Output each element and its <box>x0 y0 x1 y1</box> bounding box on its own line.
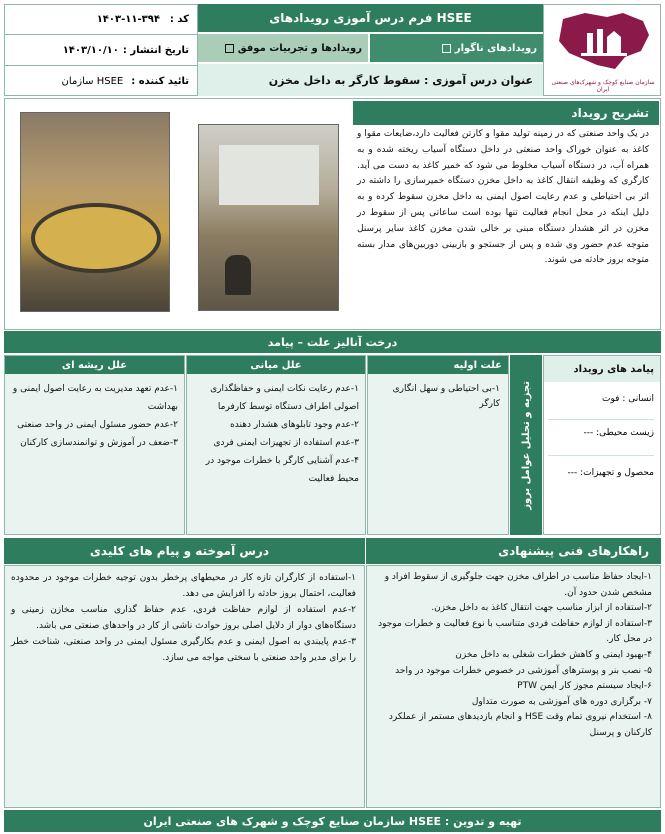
logo-box <box>543 4 661 96</box>
publish-row <box>5 35 197 66</box>
lesson-title: عنوان درس آموزی : سقوط کارگر به داخل مخزن <box>198 64 543 96</box>
description-text: در یک واحد صنعتی که در زمینه تولید مقوا و کارتن فعالیت دارد،ضایعات مقوا و کاغذ به عنوان خوراک واحد صنعتی در داخل دستگاه آسیاب ریخته شده و به همراه آب، در دستگاه آسیاب مخلوط می شود که خمیر کاغذ به دست می آید. کارگری که وظیفه انتقال کاغذ به داخل مخزن دستگاه خمیرسازی را داشته در اثر بی احتیاطی و عدم رعایت اصول ایمنی به داخل مخزن سقوط کرده و به دلیل اینکه در محل انجام فعالیت تنها بوده است ساعاتی پس از سقوط در مخزن در اثر هشدار دستگاه مبنی بر خالی شدن مخزن کاغذ سایر پرسنل متوجه عدم حضور وی شده و پس از جستجو و بازبینی دوربین‌های مدار بسته متوجه بروز حادثه می شوند. <box>357 129 649 266</box>
checkbox-icon[interactable] <box>442 44 451 53</box>
logo-caption: سازمان صنایع کوچک و شهرک‌های صنعتی ایران <box>551 79 655 93</box>
photo-worker <box>198 124 339 311</box>
list-item: ۳-ضعف در آموزش و توانمندسازی کارکنان <box>20 438 178 448</box>
list-item: ۱-ایجاد حفاظ مناسب در اطراف مخزن جهت جلوگیری از سقوط افراد و مشخص شدن حدود آن. <box>384 572 652 598</box>
solutions-list <box>367 566 660 742</box>
option-adverse-label: رویدادهای ناگوار <box>454 42 537 54</box>
option-success-label: رویدادها و تجربیات موفق <box>237 42 362 54</box>
primary-cause-column <box>367 355 509 535</box>
intermediate-cause-title: علل میانی <box>187 356 365 374</box>
list-item: ۱-استفاده از کارگران تازه کار در محیطهای پرخطر بدون توجیه خطرات موجود در محدوده فعالیت، احتمال بروز حادثه را افزایش می دهد. <box>11 573 356 599</box>
root-cause-column <box>4 355 185 535</box>
checkbox-icon[interactable] <box>225 44 234 53</box>
list-item: ۳-عدم استفاده از تجهیزات ایمنی فردی <box>213 438 359 448</box>
lessons-list <box>5 566 364 666</box>
primary-cause-list <box>368 374 508 412</box>
list-item: ۲-عدم وجود تابلوهای هشدار دهنده <box>230 420 359 430</box>
option-adverse[interactable] <box>370 34 543 62</box>
list-item: ۷- برگزاری دوره های آموزشی به صورت متداول <box>471 696 652 707</box>
solutions-box <box>366 565 661 808</box>
intermediate-cause-column <box>186 355 366 535</box>
photo-tank <box>20 112 170 312</box>
list-item: ۶-ایجاد سیستم مجوز کار ایمن PTW <box>517 681 652 692</box>
approver-label: تائید کننده : <box>131 76 189 87</box>
option-success[interactable] <box>198 34 368 62</box>
list-item: ۸- استخدام نیروی تمام وقت HSE و انجام بازدیدهای مستمر از عملکرد کارکنان و پرسنل <box>388 712 652 738</box>
root-cause-title: علل ریشه ای <box>5 356 184 374</box>
code-value: ۱۴۰۳-۱۱-۳۹۴ <box>96 14 160 25</box>
intermediate-cause-list <box>187 374 365 488</box>
consequences-title: پیامد های رویداد <box>544 356 660 382</box>
list-item: ۴-عدم آشنایی کارگر با خطرات موجود در محیط فعالیت <box>205 456 359 484</box>
consequences-list <box>544 382 660 492</box>
code-row <box>5 5 197 35</box>
meta-box <box>4 4 198 96</box>
list-item: ۳-عدم پایبندی به اصول ایمنی و عدم بکارگیری مسئول ایمنی در واحد صنعتی، شناخت خطر را برای مدیر واحد صنعتی با سختی مواجه می سازد. <box>11 637 356 663</box>
list-item: ۱-عدم تعهد مدیریت به رعایت اصول ایمنی و بهداشت <box>12 384 178 412</box>
publish-label: تاریخ انتشار : <box>122 44 189 56</box>
list-item: ۴-بهبود ایمنی و کاهش خطرات شغلی به داخل مخزن <box>455 649 652 660</box>
analysis-title: درخت آنالیز علت – پیامد <box>4 331 661 353</box>
primary-cause-title: علت اولیه <box>368 356 508 374</box>
list-item: ۱-عدم رعایت نکات ایمنی و حفاظگذاری اصولی اطراف دستگاه توسط کارفرما <box>210 384 359 412</box>
lessons-title: درس آموخته و پیام های کلیدی <box>4 538 365 564</box>
root-cause-list <box>5 374 184 452</box>
solutions-title: راهکارهای فنی پیشنهادی <box>366 538 661 564</box>
list-item: ۲-عدم استفاده از لوازم حفاظت فردی، عدم حفاظ گذاری مناسب مخازن زمینی و دستگاه‌های دوار از دلایل اصلی بروز حوادث ناشی از کار در واحدهای صنعتی می باشد. <box>11 605 356 631</box>
list-item: انسانی : فوت <box>548 388 654 420</box>
list-item: ۳-استفاده از لوازم حفاظت فردی متناسب با نوع فعالیت و خطرات موجود در محل کار. <box>378 618 652 645</box>
consequences-column <box>543 355 661 535</box>
form-title: فرم درس آموزی رویدادهای HSEE <box>198 4 543 32</box>
list-item: ۵- نصب بنر و پوسترهای آموزشی در خصوص خطرات موجود در واحد <box>395 665 652 676</box>
code-label: کد : <box>169 14 189 25</box>
description-title: تشریح رویداد <box>353 101 659 125</box>
footer: تهیه و تدوین : HSEE سازمان صنایع کوچک و شهرک های صنعتی ایران <box>4 810 661 832</box>
list-item: ۲-استفاده از ابزار مناسب جهت انتقال کاغذ به داخل مخزن. <box>431 603 652 614</box>
factory-logo-icon <box>545 7 661 77</box>
list-item: ۱-بی احتیاطی و سهل انگاری کارگر <box>392 384 500 409</box>
list-item: زیست محیطی: --- <box>548 420 654 456</box>
list-item: ۲-عدم حضور مسئول ایمنی در واحد صنعتی <box>17 420 178 430</box>
list-item: محصول و تجهیزات: --- <box>567 468 654 478</box>
approver-row <box>5 66 197 97</box>
lessons-box <box>4 565 365 808</box>
publish-value: ۱۴۰۳/۱۰/۱۰ <box>62 44 119 56</box>
approver-value: HSEE سازمان <box>61 76 124 87</box>
analysis-side-label: تجزیه و تحلیل عوامل بروز <box>510 355 542 535</box>
